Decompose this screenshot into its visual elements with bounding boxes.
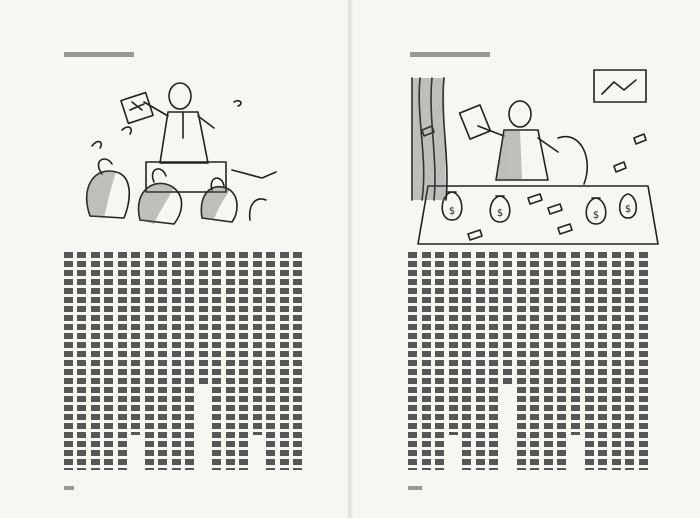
text-column bbox=[517, 252, 526, 470]
text-column bbox=[131, 252, 140, 435]
dollar-icon: $ bbox=[592, 210, 600, 221]
text-column bbox=[91, 252, 100, 470]
text-column bbox=[64, 252, 73, 470]
man-with-cash-register-and-dogs-illustration bbox=[62, 68, 292, 238]
text-column bbox=[530, 252, 539, 470]
right-page bbox=[350, 0, 700, 518]
text-column bbox=[172, 252, 181, 470]
dollar-icon: $ bbox=[448, 206, 456, 217]
text-column bbox=[585, 252, 594, 470]
text-column bbox=[435, 252, 444, 470]
text-column bbox=[476, 252, 485, 470]
text-column bbox=[449, 252, 458, 435]
left-page-number bbox=[64, 484, 80, 492]
text-column bbox=[280, 252, 289, 470]
text-column bbox=[489, 252, 498, 470]
text-column bbox=[422, 252, 431, 470]
text-column bbox=[462, 252, 471, 470]
text-column bbox=[612, 252, 621, 470]
text-column bbox=[639, 252, 648, 470]
text-column bbox=[625, 252, 634, 470]
running-head-text-mark bbox=[410, 52, 490, 57]
running-head-text-mark bbox=[64, 52, 134, 57]
text-column bbox=[293, 252, 302, 470]
left-page-text-columns bbox=[64, 252, 302, 470]
text-column bbox=[239, 252, 248, 470]
text-column bbox=[544, 252, 553, 470]
text-column bbox=[598, 252, 607, 470]
text-column bbox=[158, 252, 167, 470]
text-column bbox=[185, 252, 194, 470]
right-running-head bbox=[410, 50, 530, 58]
text-column bbox=[104, 252, 113, 470]
text-column bbox=[503, 252, 512, 387]
dollar-icon: $ bbox=[496, 208, 504, 219]
text-column bbox=[212, 252, 221, 470]
text-column bbox=[145, 252, 154, 470]
left-running-head bbox=[64, 50, 184, 58]
man-at-desk-with-money-bags-illustration bbox=[408, 68, 663, 248]
text-column bbox=[557, 252, 566, 470]
dollar-icon: $ bbox=[624, 204, 632, 215]
right-page-number bbox=[408, 484, 428, 492]
text-column bbox=[571, 252, 580, 435]
text-column bbox=[253, 252, 262, 435]
text-column bbox=[266, 252, 275, 470]
text-column bbox=[118, 252, 127, 470]
text-column bbox=[77, 252, 86, 470]
right-page-text-columns bbox=[408, 252, 648, 470]
text-column bbox=[199, 252, 208, 387]
text-column bbox=[226, 252, 235, 470]
text-column bbox=[408, 252, 417, 470]
